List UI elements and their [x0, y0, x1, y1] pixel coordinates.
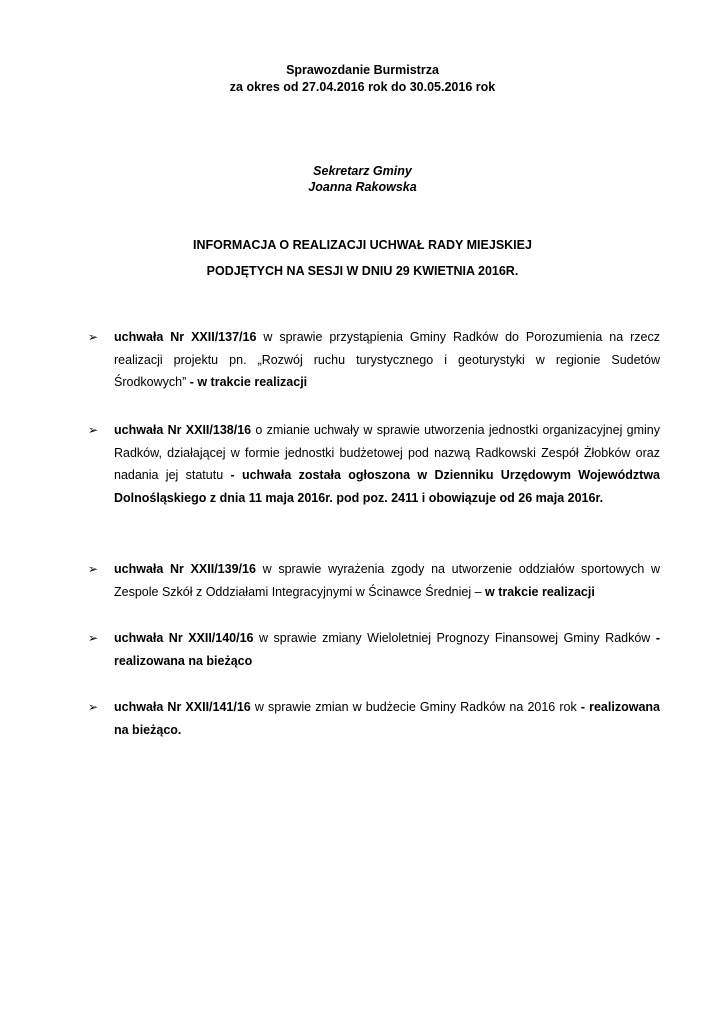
resolution-number: uchwała Nr XXII/141/16	[114, 700, 251, 714]
resolution-text: w sprawie zmian w budżecie Gminy Radków na 2016 rok	[250, 700, 577, 714]
resolution-text: w sprawie przystąpienia Gminy Radków do Porozumienia na rzecz realizacji projektu pn. „Rozwój ruchu turystycznego i geoturystyki w regionie Sudetów Środkowych”	[114, 330, 660, 390]
report-title: Sprawozdanie Burmistrza	[286, 63, 439, 77]
resolution-status: - realizowana na bieżąco	[114, 631, 660, 668]
author-name: Joanna Rakowska	[308, 180, 417, 194]
resolution-text: w sprawie wyrażenia zgody na utworzenie oddziałów sportowych w Zespole Szkół z Oddziałami Integracyjnymi w Ścinawce Średniej –	[114, 562, 660, 599]
list-item-text	[114, 696, 660, 741]
resolution-number: uchwała Nr XXII/140/16	[114, 631, 254, 645]
list-item	[88, 419, 660, 510]
list-item-text	[114, 326, 660, 394]
report-period: za okres od 27.04.2016 rok do 30.05.2016 rok	[229, 80, 496, 94]
arrow-bullet-icon: ➢	[88, 423, 99, 437]
info-heading-line1: INFORMACJA O REALIZACJI UCHWAŁ RADY MIEJSKIEJ	[193, 238, 532, 252]
list-item-text	[114, 627, 660, 672]
author-role: Sekretarz Gminy	[313, 164, 412, 178]
resolution-number: uchwała Nr XXII/139/16	[114, 562, 256, 576]
arrow-bullet-icon: ➢	[88, 330, 99, 344]
resolution-status: - realizowana na bieżąco.	[114, 700, 660, 737]
info-heading-line2: PODJĘTYCH NA SESJI W DNIU 29 KWIETNIA 2016R.	[206, 264, 519, 278]
resolution-text: o zmianie uchwały w sprawie utworzenia jednostki organizacyjnej gminy Radków, działającej w formie jednostki budżetowej pod nazwą Radkowski Zespół Żłobków oraz nadania jej statutu	[114, 423, 660, 483]
arrow-bullet-icon: ➢	[88, 631, 99, 645]
list-item	[88, 558, 660, 603]
arrow-bullet-icon: ➢	[88, 562, 99, 576]
arrow-bullet-icon: ➢	[88, 700, 99, 714]
resolution-status: - w trakcie realizacji	[186, 375, 308, 390]
list-item	[88, 627, 660, 672]
list-item-text	[114, 419, 660, 510]
list-item	[88, 326, 660, 394]
resolution-number: uchwała Nr XXII/138/16	[114, 423, 252, 437]
resolution-text: w sprawie zmiany Wieloletniej Prognozy Finansowej Gminy Radków	[253, 631, 651, 645]
resolution-number: uchwała Nr XXII/137/16	[114, 330, 257, 344]
resolution-status: w trakcie realizacji	[481, 584, 595, 599]
list-item	[88, 696, 660, 741]
list-item-text	[114, 558, 660, 603]
resolution-status: - uchwała została ogłoszona w Dzienniku Urzędowym Województwa Dolnośląskiego z dnia 11 maja 2016r. pod poz. 2411 i obowiązuje od 26 maja 2016r.	[114, 468, 660, 506]
